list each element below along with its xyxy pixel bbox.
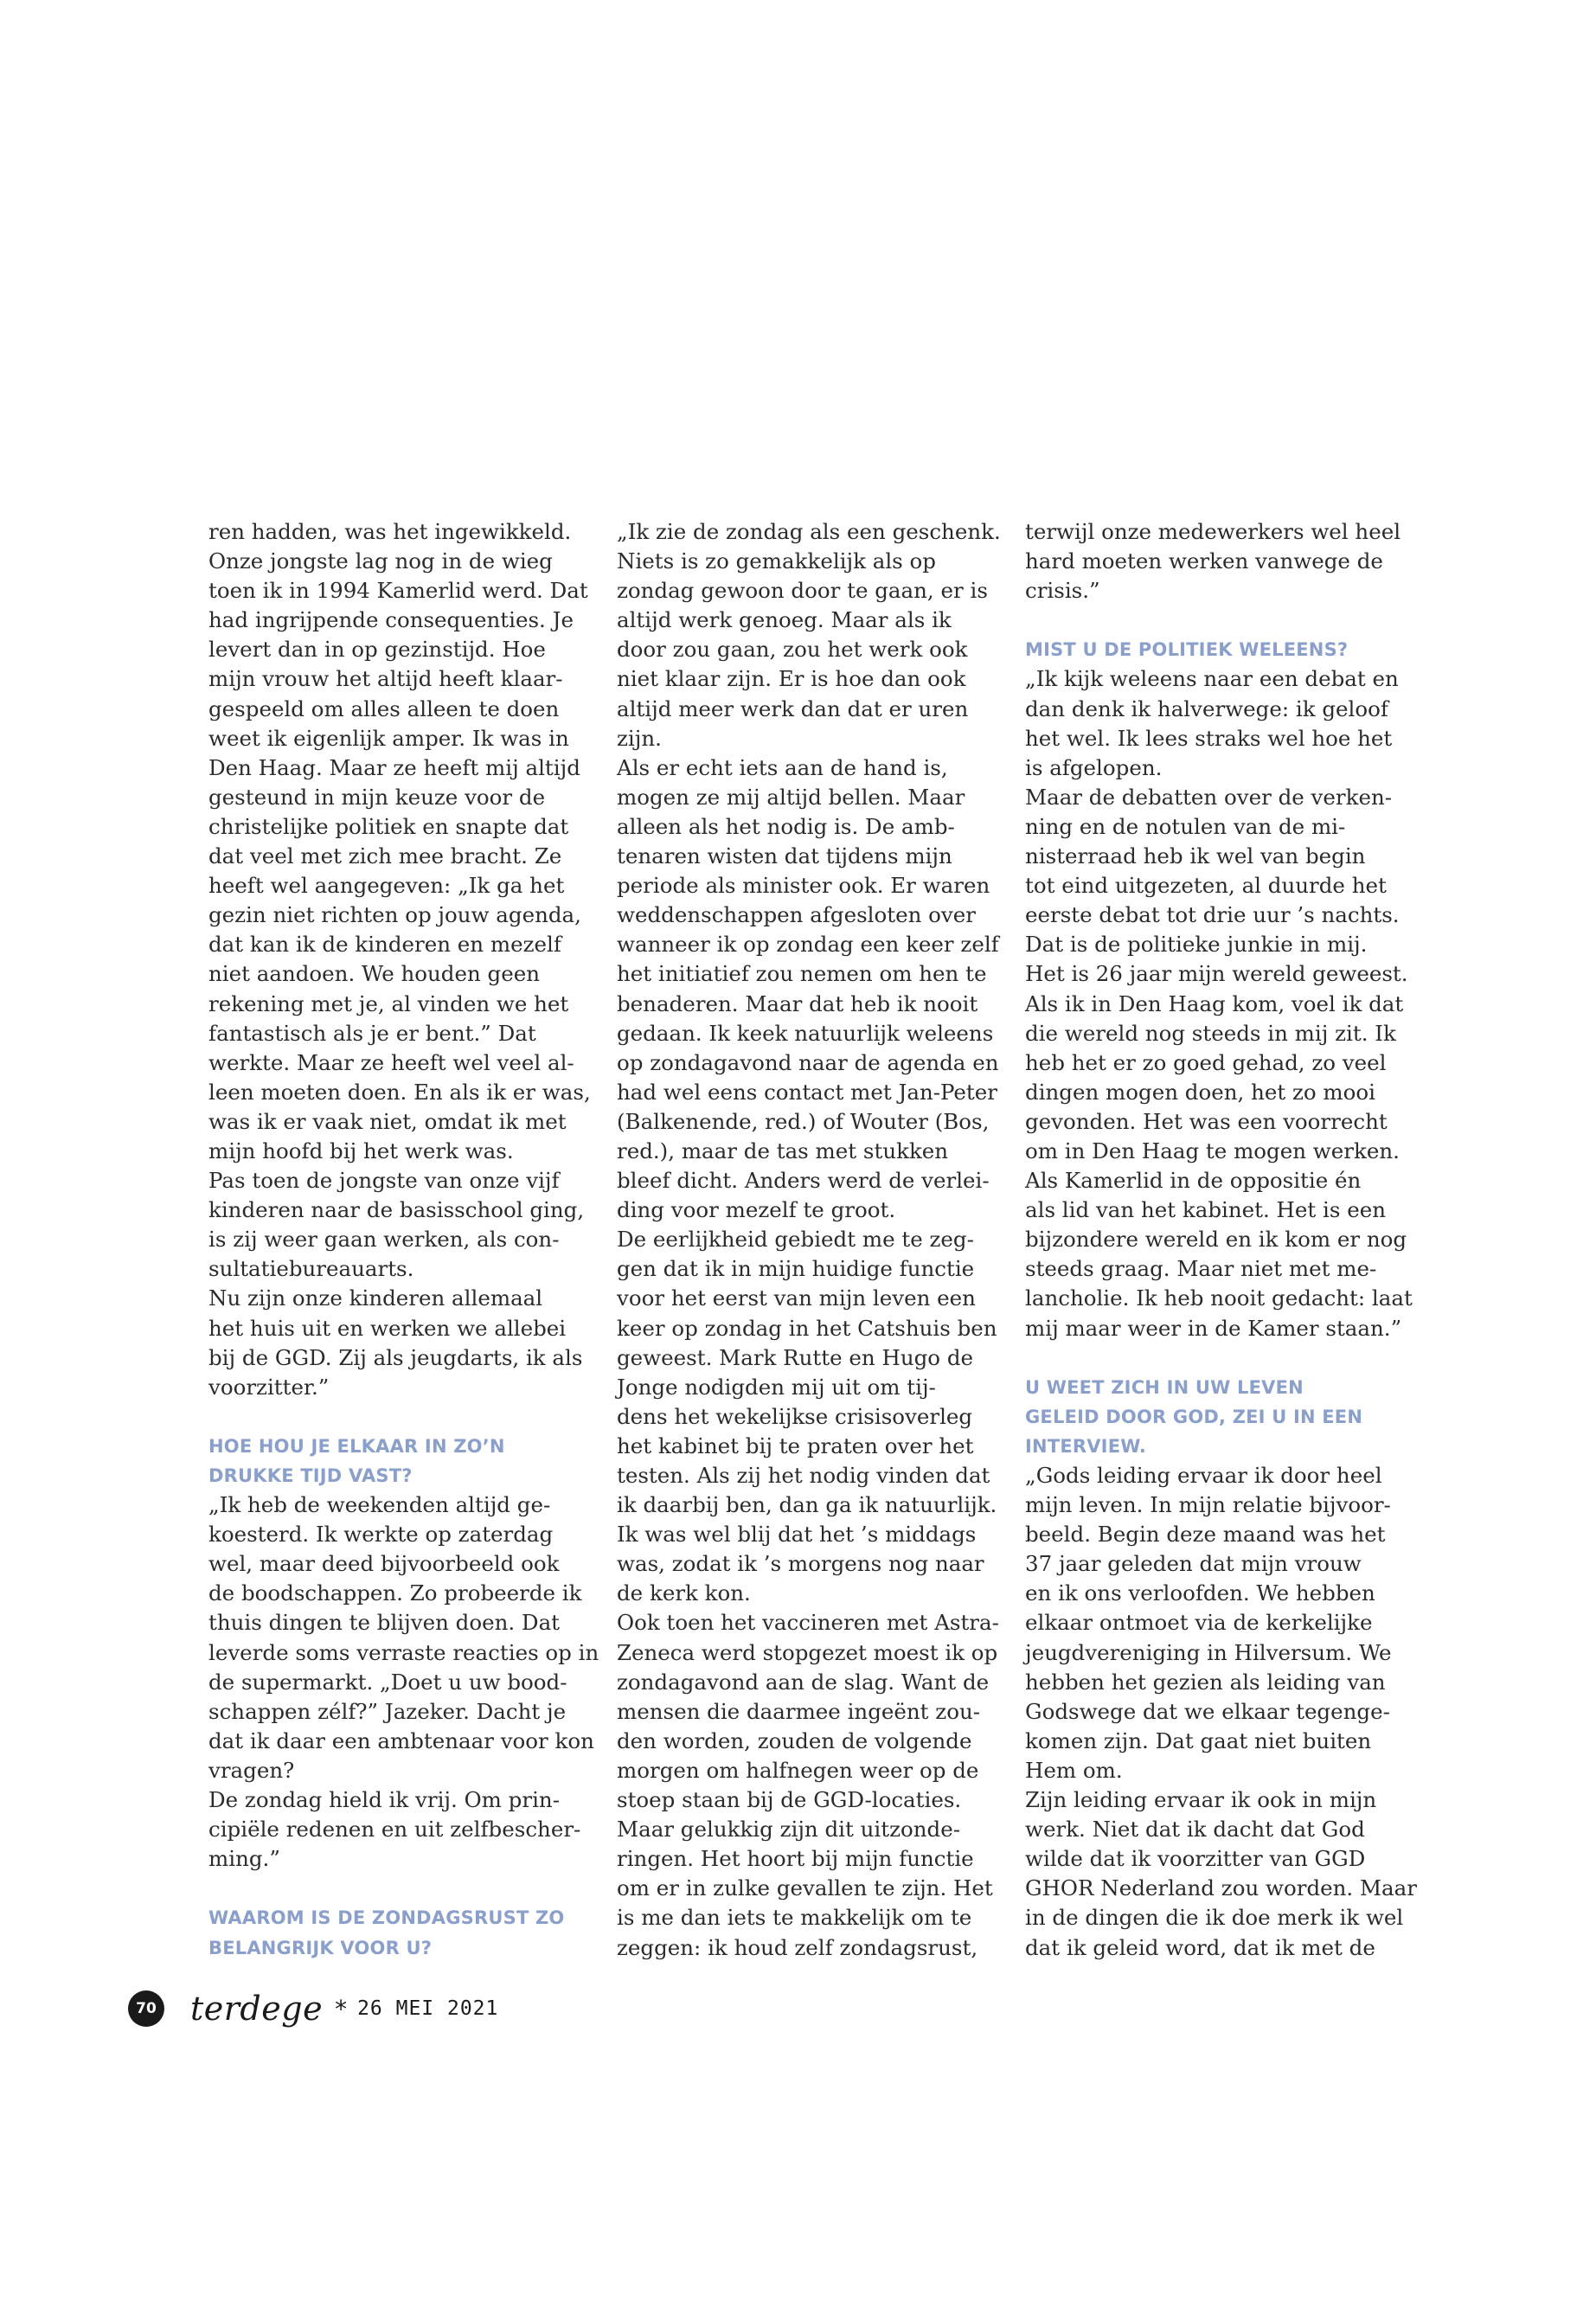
text-line: testen. Als zij het nodig vinden dat — [617, 1463, 990, 1488]
text-line: De zondag hield ik vrij. Om prin- — [208, 1787, 560, 1813]
text-line: ding voor mezelf te groot. — [617, 1197, 896, 1223]
text-line: fantastisch als je er bent.” Dat — [208, 1020, 536, 1046]
section-heading — [1025, 1373, 1406, 1461]
text-line: tenaren wisten dat tijdens mijn — [617, 843, 952, 869]
text-line: Godswege dat we elkaar tegenge- — [1025, 1698, 1390, 1724]
text-line: had wel eens contact met Jan-Peter — [617, 1079, 997, 1105]
paragraph-spacer — [1025, 1343, 1406, 1373]
text-line: om er in zulke gevallen te zijn. Het — [617, 1875, 993, 1901]
text-line: gen dat ik in mijn huidige functie — [617, 1256, 975, 1282]
text-line: weddenschappen afgesloten over — [617, 902, 976, 928]
text-line: gevonden. Het was een voorrecht — [1025, 1108, 1388, 1134]
body-text — [208, 517, 589, 1402]
text-line: wanneer ik op zondag een keer zelf — [617, 932, 999, 958]
text-line: eerste debat tot drie uur ’s nachts. — [1025, 902, 1400, 928]
text-line: gezin niet richten op jouw agenda, — [208, 902, 581, 928]
article-column-1 — [208, 517, 599, 1963]
text-line: hard moeten werken vanwege de — [1025, 548, 1383, 574]
text-line: is zij weer gaan werken, als con- — [208, 1227, 560, 1253]
text-line: mensen die daarmee ingeënt zou- — [617, 1698, 981, 1724]
text-line: de kerk kon. — [617, 1580, 751, 1606]
section-heading — [208, 1903, 589, 1962]
text-line: voorzitter.” — [208, 1374, 330, 1400]
asterisk-separator: * — [335, 1994, 348, 2023]
text-line: Dat is de politieke junkie in mij. — [1025, 932, 1368, 958]
text-line: stoep staan bij de GGD-locaties. — [617, 1787, 962, 1813]
text-line: de boodschappen. Zo probeerde ik — [208, 1580, 582, 1606]
text-line: lancholie. Ik heb nooit gedacht: laat — [1025, 1285, 1413, 1311]
text-line: mijn leven. In mijn relatie bijvoor- — [1025, 1492, 1391, 1518]
paragraph-spacer — [1025, 606, 1406, 635]
text-line: weet ik eigenlijk amper. Ik was in — [208, 725, 569, 751]
text-line: Den Haag. Maar ze heeft mij altijd — [208, 754, 580, 780]
heading-line: GELEID DOOR GOD, ZEI U IN EEN — [1025, 1406, 1363, 1427]
text-line: schappen zélf?” Jazeker. Dacht je — [208, 1698, 567, 1724]
text-line: levert dan in op gezinstijd. Hoe — [208, 637, 546, 663]
text-line: altijd meer werk dan dat er uren — [617, 695, 969, 721]
text-line: dat kan ik de kinderen en mezelf — [208, 932, 561, 958]
text-line: Onze jongste lag nog in de wieg — [208, 548, 553, 574]
heading-line: MIST U DE POLITIEK WELEENS? — [1025, 639, 1349, 661]
text-line: De eerlijkheid gebiedt me te zeg- — [617, 1227, 974, 1253]
text-line: werkte. Maar ze heeft wel veel al- — [208, 1049, 574, 1075]
text-line: bijzondere wereld en ik kom er nog — [1025, 1227, 1407, 1253]
text-line: niet aandoen. We houden geen — [208, 961, 541, 987]
text-line: steeds graag. Maar niet met me- — [1025, 1256, 1377, 1282]
text-line: beeld. Begin deze maand was het — [1025, 1522, 1386, 1548]
heading-line: INTERVIEW. — [1025, 1435, 1147, 1457]
text-line: terwijl onze medewerkers wel heel — [1025, 519, 1401, 544]
text-line: altijd werk genoeg. Maar als ik — [617, 607, 952, 633]
text-line: Jonge nodigden mij uit om tij- — [617, 1374, 936, 1400]
text-line: thuis dingen te blijven doen. Dat — [208, 1610, 561, 1636]
text-line: mij maar weer in de Kamer staan.” — [1025, 1315, 1402, 1341]
text-line: zondagavond aan de slag. Want de — [617, 1669, 990, 1695]
body-text — [208, 1490, 599, 1874]
text-line: zeggen: ik houd zelf zondagsrust, — [617, 1934, 978, 1960]
text-line: was, zodat ik ’s morgens nog naar — [617, 1551, 984, 1577]
body-text — [617, 517, 1001, 1963]
text-line: zijn. — [617, 725, 662, 751]
text-line: ning en de notulen van de mi- — [1025, 813, 1346, 839]
text-line: Niets is zo gemakkelijk als op — [617, 548, 936, 574]
heading-line: BELANGRIJK VOOR U? — [208, 1937, 433, 1958]
text-line: heb het er zo goed gehad, zo veel — [1025, 1049, 1387, 1075]
text-line: als lid van het kabinet. Het is een — [1025, 1197, 1387, 1223]
text-line: is afgelopen. — [1025, 754, 1163, 780]
text-line: mijn vrouw het altijd heeft klaar- — [208, 666, 563, 692]
text-line: door zou gaan, zou het werk ook — [617, 637, 968, 663]
text-line: het initiatief zou nemen om hen te — [617, 961, 987, 987]
text-line: (Balkenende, red.) of Wouter (Bos, — [617, 1108, 990, 1134]
text-line: koesterd. Ik werkte op zaterdag — [208, 1522, 554, 1548]
text-line: dan denk ik halverwege: ik geloof — [1025, 695, 1388, 721]
text-line: red.), maar de tas met stukken — [617, 1138, 949, 1163]
text-line: dat veel met zich mee bracht. Ze — [208, 843, 562, 869]
text-line: sultatiebureauarts. — [208, 1256, 414, 1282]
text-line: ik daarbij ben, dan ga ik natuurlijk. — [617, 1492, 997, 1518]
text-line: Als er echt iets aan de hand is, — [617, 754, 948, 780]
heading-line: U WEET ZICH IN UW LEVEN — [1025, 1376, 1304, 1398]
text-line: bleef dicht. Anders werd de verlei- — [617, 1168, 990, 1194]
article-column-2 — [617, 517, 1001, 1963]
text-line: „Ik zie de zondag als een geschenk. — [617, 519, 1001, 544]
text-line: den worden, zouden de volgende — [617, 1727, 972, 1753]
article-column-3 — [1025, 517, 1417, 1963]
text-line: niet klaar zijn. Er is hoe dan ook — [617, 666, 966, 692]
text-line: 37 jaar geleden dat mijn vrouw — [1025, 1551, 1362, 1577]
text-line: rekening met je, al vinden we het — [208, 990, 569, 1016]
body-text — [1025, 664, 1413, 1343]
text-line: om in Den Haag te mogen werken. — [1025, 1138, 1400, 1163]
text-line: „Ik heb de weekenden altijd ge- — [208, 1492, 551, 1518]
issue-date: 26 MEI 2021 — [357, 1997, 499, 2020]
text-line: crisis.” — [1025, 578, 1100, 604]
heading-line: WAAROM IS DE ZONDAGSRUST ZO — [208, 1907, 565, 1929]
text-line: gespeeld om alles alleen te doen — [208, 695, 560, 721]
text-line: nisterraad heb ik wel van begin — [1025, 843, 1366, 869]
text-line: de supermarkt. „Doet u uw bood- — [208, 1669, 567, 1695]
text-line: komen zijn. Dat gaat niet buiten — [1025, 1727, 1372, 1753]
text-line: werk. Niet dat ik dacht dat God — [1025, 1817, 1365, 1843]
page-footer — [128, 1990, 498, 2028]
text-line: elkaar ontmoet via de kerkelijke — [1025, 1610, 1373, 1636]
text-line: keer op zondag in het Catshuis ben — [617, 1315, 997, 1341]
text-line: benaderen. Maar dat heb ik nooit — [617, 990, 978, 1016]
text-line: dat ik daar een ambtenaar voor kon — [208, 1727, 594, 1753]
text-line: Het is 26 jaar mijn wereld geweest. — [1025, 961, 1408, 987]
text-line: periode als minister ook. Er waren — [617, 873, 990, 899]
text-line: toen ik in 1994 Kamerlid werd. Dat — [208, 578, 588, 604]
text-line: op zondagavond naar de agenda en — [617, 1049, 999, 1075]
text-line: Zeneca werd stopgezet moest ik op — [617, 1639, 998, 1665]
text-line: wel, maar deed bijvoorbeeld ook — [208, 1551, 560, 1577]
text-line: leverde soms verraste reacties op in — [208, 1639, 599, 1665]
text-line: had ingrijpende consequenties. Je — [208, 607, 574, 633]
text-line: cipiële redenen en uit zelfbescher- — [208, 1817, 581, 1843]
text-line: hebben het gezien als leiding van — [1025, 1669, 1386, 1695]
text-line: morgen om halfnegen weer op de — [617, 1757, 979, 1783]
text-line: ringen. Het hoort bij mijn functie — [617, 1846, 974, 1872]
text-line: leen moeten doen. En als ik er was, — [208, 1079, 591, 1105]
text-line: Nu zijn onze kinderen allemaal — [208, 1285, 543, 1311]
text-line: kinderen naar de basisschool ging, — [208, 1197, 585, 1223]
text-line: Als Kamerlid in de oppositie én — [1025, 1168, 1362, 1194]
text-line: zondag gewoon door te gaan, er is — [617, 578, 988, 604]
text-line: Ook toen het vaccineren met Astra- — [617, 1610, 999, 1636]
heading-line: HOE HOU JE ELKAAR IN ZO’N — [208, 1435, 505, 1457]
text-line: tot eind uitgezeten, al duurde het — [1025, 873, 1387, 899]
text-line: dingen mogen doen, het zo mooi — [1025, 1079, 1375, 1105]
text-line: alleen als het nodig is. De amb- — [617, 813, 955, 839]
text-line: Als ik in Den Haag kom, voel ik dat — [1025, 990, 1404, 1016]
section-heading — [1025, 635, 1406, 664]
text-line: bij de GGD. Zij als jeugdarts, ik als — [208, 1344, 583, 1370]
text-line: wilde dat ik voorzitter van GGD — [1025, 1846, 1366, 1872]
section-heading — [208, 1432, 589, 1490]
text-line: gesteund in mijn keuze voor de — [208, 784, 546, 810]
text-line: het huis uit en werken we allebei — [208, 1315, 567, 1341]
text-line: voor het eerst van mijn leven een — [617, 1285, 976, 1311]
text-line: Hem om. — [1025, 1757, 1123, 1783]
page-number-badge: 70 — [128, 1990, 164, 2027]
text-line: was ik er vaak niet, omdat ik met — [208, 1108, 567, 1134]
text-line: Maar de debatten over de verken- — [1025, 784, 1393, 810]
text-line: heeft wel aangegeven: „Ik ga het — [208, 873, 565, 899]
magazine-logo: terdege — [190, 1990, 324, 2028]
text-line: die wereld nog steeds in mij zit. Ik — [1025, 1020, 1396, 1046]
text-line: Ik was wel blij dat het ’s middags — [617, 1522, 977, 1548]
text-line: mijn hoofd bij het werk was. — [208, 1138, 514, 1163]
text-line: het wel. Ik lees straks wel hoe het — [1025, 725, 1393, 751]
text-line: ming.” — [208, 1846, 280, 1872]
text-line: „Gods leiding ervaar ik door heel — [1025, 1463, 1382, 1488]
paragraph-spacer — [208, 1402, 589, 1432]
text-line: ren hadden, was het ingewikkeld. — [208, 519, 572, 544]
text-line: dens het wekelijkse crisisoverleg — [617, 1403, 973, 1429]
text-line: mogen ze mij altijd bellen. Maar — [617, 784, 965, 810]
text-line: gedaan. Ik keek natuurlijk weleens — [617, 1020, 994, 1046]
body-text — [1025, 517, 1406, 606]
paragraph-spacer — [208, 1874, 589, 1903]
text-line: „Ik kijk weleens naar een debat en — [1025, 666, 1399, 692]
text-line: en ik ons verloofden. We hebben — [1025, 1580, 1375, 1606]
text-line: is me dan iets te makkelijk om te — [617, 1905, 972, 1931]
body-text — [1025, 1461, 1417, 1963]
text-line: geweest. Mark Rutte en Hugo de — [617, 1344, 974, 1370]
text-line: in de dingen die ik doe merk ik wel — [1025, 1905, 1404, 1931]
text-line: christelijke politiek en snapte dat — [208, 813, 569, 839]
heading-line: DRUKKE TIJD VAST? — [208, 1465, 413, 1486]
text-line: GHOR Nederland zou worden. Maar — [1025, 1875, 1417, 1901]
text-line: Zijn leiding ervaar ik ook in mijn — [1025, 1787, 1377, 1813]
text-line: vragen? — [208, 1757, 295, 1783]
text-line: het kabinet bij te praten over het — [617, 1433, 974, 1458]
text-line: jeugdvereniging in Hilversum. We — [1025, 1639, 1392, 1665]
text-line: Maar gelukkig zijn dit uitzonde- — [617, 1817, 961, 1843]
text-line: dat ik geleid word, dat ik met de — [1025, 1934, 1375, 1960]
text-line: Pas toen de jongste van onze vijf — [208, 1168, 560, 1194]
